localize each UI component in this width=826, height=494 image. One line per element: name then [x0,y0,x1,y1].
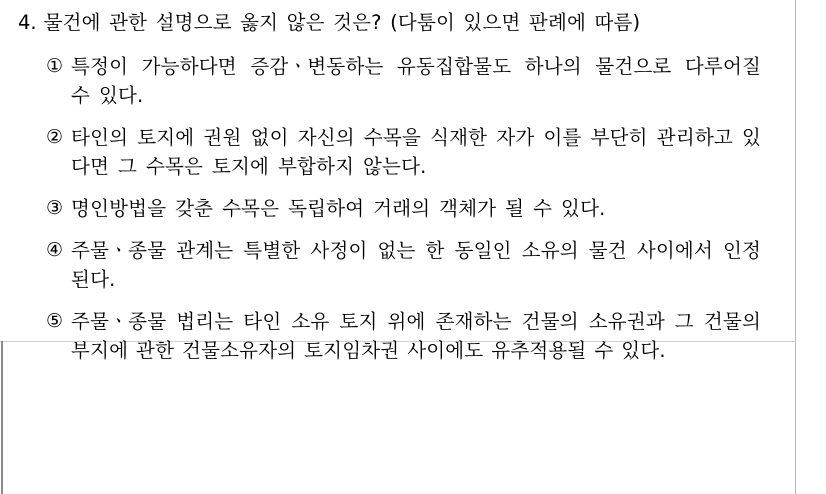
choice-marker-3: ③ [46,197,64,219]
choice-text-2: 타인의 토지에 권원 없이 자신의 수목을 식재한 자가 이를 부단히 관리하고 있다면 그 수목은 토지에 부합하지 않는다. [71,126,762,178]
list-item[interactable] [46,123,790,181]
list-item[interactable] [46,236,790,294]
list-item[interactable] [46,194,790,223]
question-number: 4. [18,11,37,34]
choice-text-4: 주물ㆍ종물 관계는 특별한 사정이 없는 한 동일인 소유의 물건 사이에서 인정된다. [71,239,762,291]
choice-list [0,52,790,365]
choice-marker-5: ⑤ [46,310,64,332]
choice-marker-2: ② [46,126,64,148]
question-text: 물건에 관한 설명으로 옳지 않은 것은? (다툼이 있으면 판례에 따름) [43,11,641,34]
list-item[interactable] [46,307,790,365]
choice-text-3: 명인방법을 갖춘 수목은 독립하여 거래의 객체가 될 수 있다. [71,197,606,220]
page-right-rule [795,0,796,494]
choice-marker-1: ① [46,55,64,77]
choice-marker-4: ④ [46,239,64,261]
list-item[interactable] [46,52,790,110]
choice-text-1: 특정이 가능하다면 증감ㆍ변동하는 유동집합물도 하나의 물건으로 다루어질 수 있다. [71,55,762,107]
choice-text-5: 주물ㆍ종물 법리는 타인 소유 토지 위에 존재하는 건물의 소유권과 그 건물의 부지에 관한 건물소유자의 토지임차권 사이에도 유추적용될 수 있다. [71,310,762,362]
question-stem [0,8,790,38]
